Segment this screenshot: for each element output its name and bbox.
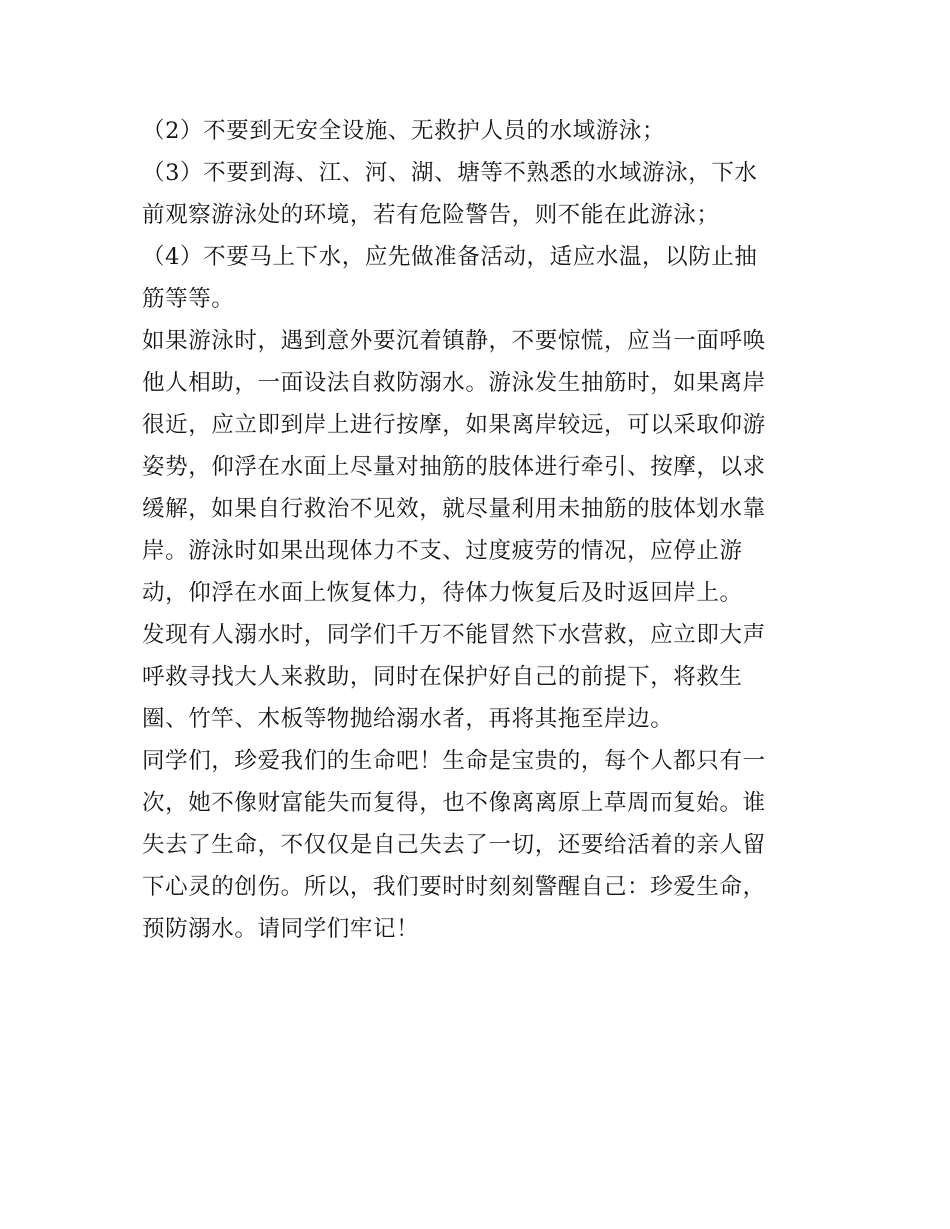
text-line: 缓解，如果自行救治不见效，就尽量利用未抽筋的肢体划水靠 xyxy=(142,496,766,522)
text-line: （2）不要到无安全设施、无救护人员的水域游泳； xyxy=(142,118,666,144)
text-line: 下心灵的创伤。所以，我们要时时刻刻警醒自己：珍爱生命， xyxy=(142,874,766,900)
text-line: 同学们，珍爱我们的生命吧！生命是宝贵的，每个人都只有一 xyxy=(142,748,766,774)
text-line: 预防溺水。请同学们牢记！ xyxy=(142,916,420,942)
document-body xyxy=(142,110,822,950)
text-line: 失去了生命，不仅仅是自己失去了一切，还要给活着的亲人留 xyxy=(142,832,766,858)
text-line: 发现有人溺水时，同学们千万不能冒然下水营救，应立即大声 xyxy=(142,622,766,648)
text-line: 动，仰浮在水面上恢复体力，待体力恢复后及时返回岸上。 xyxy=(142,580,743,606)
text-line: 前观察游泳处的环境，若有危险警告，则不能在此游泳； xyxy=(142,202,720,228)
text-line: 次，她不像财富能失而复得，也不像离离原上草周而复始。谁 xyxy=(142,790,766,816)
text-line: 筋等等。 xyxy=(142,286,235,312)
text-line: （4）不要马上下水，应先做准备活动，适应水温，以防止抽 xyxy=(142,244,758,270)
text-line: 圈、竹竿、木板等物抛给溺水者，再将其拖至岸边。 xyxy=(142,706,674,732)
text-line: 他人相助，一面设法自救防溺水。游泳发生抽筋时，如果离岸 xyxy=(142,370,766,396)
text-line: 岸。游泳时如果出现体力不支、过度疲劳的情况，应停止游 xyxy=(142,538,743,564)
text-line: 姿势，仰浮在水面上尽量对抽筋的肢体进行牵引、按摩，以求 xyxy=(142,454,766,480)
text-line: 呼救寻找大人来救助，同时在保护好自己的前提下，将救生 xyxy=(142,664,743,690)
text-line: 如果游泳时，遇到意外要沉着镇静，不要惊慌，应当一面呼唤 xyxy=(142,328,766,354)
text-line: 很近，应立即到岸上进行按摩，如果离岸较远，可以采取仰游 xyxy=(142,412,766,438)
text-line: （3）不要到海、江、河、湖、塘等不熟悉的水域游泳，下水 xyxy=(142,160,758,186)
